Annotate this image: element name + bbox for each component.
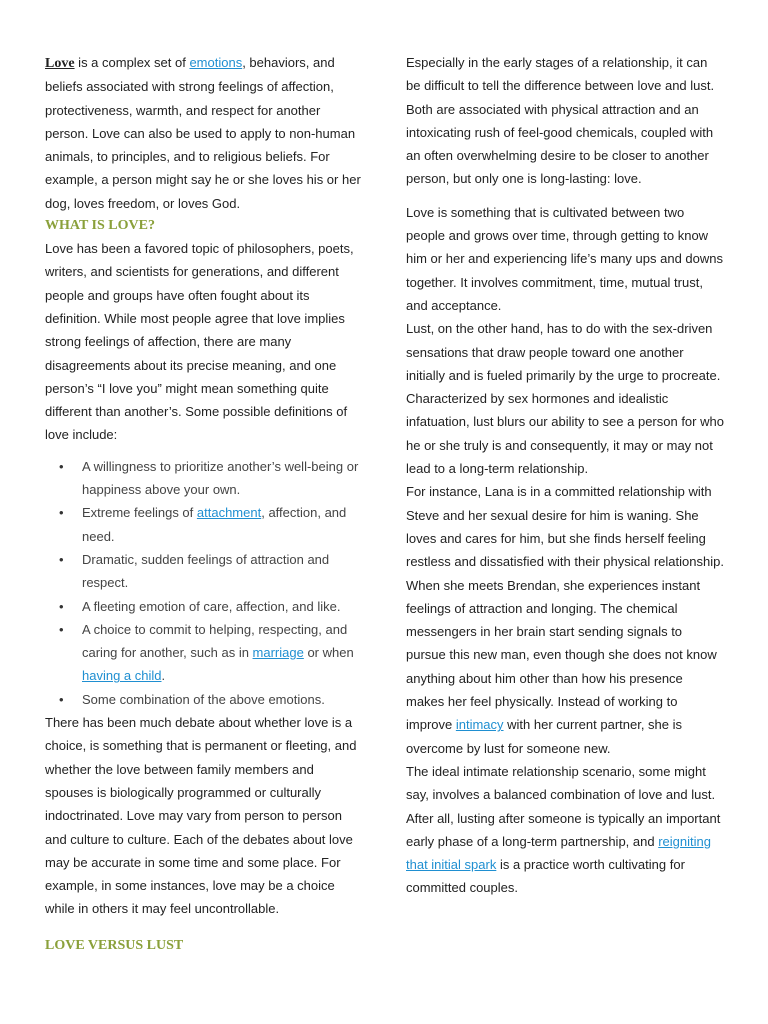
attachment-link[interactable]: attachment — [196, 505, 262, 521]
bullet-icon: • — [59, 598, 64, 614]
bullet-icon: • — [59, 458, 64, 474]
left-column — [45, 51, 363, 957]
debate-paragraph: There has been much debate about whether love is a choice, is something that is permanent or fleeting, and whether the love between family members and spouses is biologically programmed or culturally indoctrinated. Love may vary from person to person and culture to culture. Each of the debates about love may be accurate in some time and some place. For example, in some instances, love may be a choice while in others it may feel uncontrollable. — [45, 715, 357, 917]
list-item: • A willingness to prioritize another’s well-being or happiness above your own. — [45, 455, 363, 502]
marriage-link[interactable]: marriage — [252, 645, 304, 661]
having-a-child-link[interactable]: having a child — [82, 668, 162, 684]
ideal-scenario-paragraph: The ideal intimate relationship scenario, some might say, involves a balanced combination of love and lust. After all, lusting after someone is typically an important early phase of a long-term partnership, and reigniting that initial spark is a practice worth cultivating for committed couples. — [406, 763, 721, 896]
reigniting-spark-link[interactable]: reigniting that initial spark — [406, 833, 711, 873]
example-paragraph: For instance, Lana is in a committed relationship with Steve and her sexual desire for him is waning. She loves and cares for him, but she finds herself feeling restless and dissatisfied with their physical relationship. When she meets Brendan, she experiences instant feelings of attraction and longing. The chemical messengers in her brain start sending signals to pursue this new man, even though she does not know anything about him other than how his presence makes her feel physically. Instead of working to improve intimacy with her current partner, she is overcome by lust for someone new. — [406, 484, 724, 756]
bullet-icon: • — [59, 551, 64, 567]
right-column — [406, 51, 724, 900]
list-item: • A choice to commit to helping, respecting, and caring for another, such as in marriage or when having a child. — [45, 618, 363, 688]
intro-paragraph: Love is a complex set of emotions, behaviors, and beliefs associated with strong feelings of affection, protectiveness, warmth, and respect for another person. Love can also be used to apply to non-human animals, to principles, and to religious beliefs. For example, a person might say he or she loves his or her dog, loves freedom, or loves God. — [45, 55, 361, 211]
bullet-icon: • — [59, 691, 64, 707]
list-item: • Extreme feelings of attachment, affection, and need. — [45, 501, 363, 548]
definitions-list — [45, 455, 363, 711]
bullet-icon: • — [59, 621, 64, 637]
lust-paragraph: Lust, on the other hand, has to do with the sex-driven sensations that draw people toward one another initially and is fueled primarily by the urge to procreate. Characterized by sex hormones and idealistic infatuation, lust blurs our ability to see a person for who he or she truly is and consequently, it may or may not lead to a long-term relationship. — [406, 321, 724, 477]
list-item: • Some combination of the above emotions. — [45, 688, 363, 711]
intimacy-link[interactable]: intimacy — [455, 717, 504, 733]
definition-paragraph: Love has been a favored topic of philosophers, poets, writers, and scientists for generations, and different people and groups have often fought about its definition. While most people agree that love implies strong feelings of affection, there are many disagreements about its precise meaning, and one person’s “I love you” might mean something quite different than another’s. Some possible definitions of love include: — [45, 241, 354, 443]
bullet-icon: • — [59, 505, 64, 521]
emotions-link[interactable]: emotions — [189, 55, 243, 70]
heading-what-is-love: WHAT IS LOVE? — [45, 218, 155, 234]
list-item: • Dramatic, sudden feelings of attraction and respect. — [45, 548, 363, 595]
heading-love-versus-lust: LOVE VERSUS LUST — [45, 937, 184, 953]
love-lust-intro-paragraph: Especially in the early stages of a relationship, it can be difficult to tell the difference between love and lust. Both are associated with physical attraction and an intoxicating rush of feel-good chemicals, coupled with an often overwhelming desire to be closer to another person, but only one is long-lasting: love. — [406, 55, 715, 187]
love-cultivated-paragraph: Love is something that is cultivated between two people and grows over time, through getting to know him or her and experiencing life’s many ups and downs together. It involves commitment, time, mutual trust, and acceptance. — [406, 204, 723, 313]
list-item: • A fleeting emotion of care, affection, and like. — [45, 595, 363, 618]
love-term: Love — [45, 56, 75, 71]
